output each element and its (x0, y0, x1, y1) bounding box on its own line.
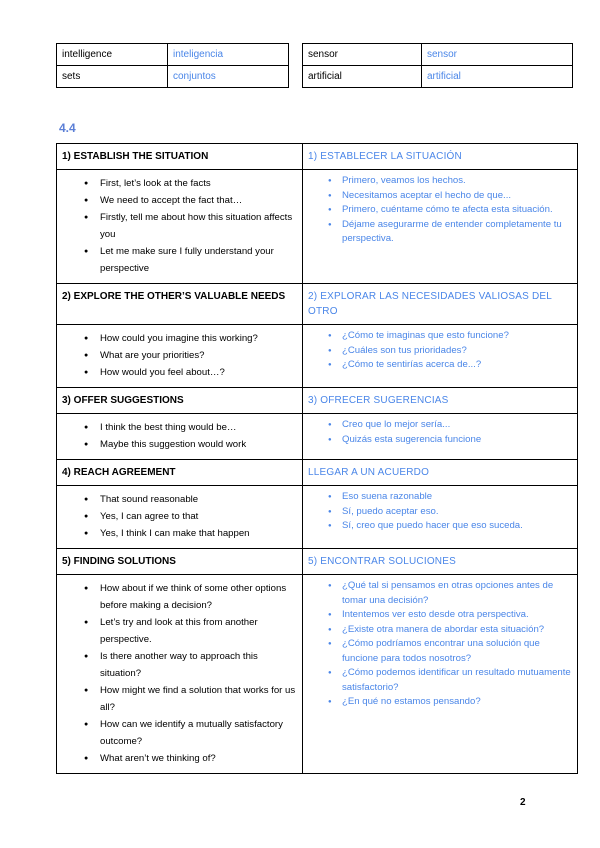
phrase-list (61, 419, 298, 453)
phrase-list (307, 329, 573, 373)
phrase-en: ● Yes, I think I can make that happen (61, 525, 298, 542)
phrase-list (307, 579, 573, 710)
page-number: 2 (520, 797, 526, 808)
phrase-list-cell (303, 325, 578, 388)
phrase-en: ● Yes, I can agree to that (61, 508, 298, 525)
phrase-en: ● How could you imagine this working? (61, 330, 298, 347)
phrase-en: ● Firstly, tell me about how this situation affects you (61, 209, 298, 243)
phrase-en: ● How might we find a solution that works for us all? (61, 682, 298, 716)
phrase-en: ● How can we identify a mutually satisfactory outcome? (61, 716, 298, 750)
step-header-row (57, 284, 578, 325)
vocab-row (303, 66, 573, 88)
step-header-row (57, 144, 578, 170)
phrase-es: ● ¿Cómo te imaginas que esto funcione? (307, 329, 573, 344)
phrase-en: ● Maybe this suggestion would work (61, 436, 298, 453)
phrase-list-cell (57, 325, 303, 388)
phrase-list (61, 491, 298, 542)
phrase-en: ● What are your priorities? (61, 347, 298, 364)
vocab-term-es: sensor (422, 44, 573, 66)
step-heading-en: 1) ESTABLISH THE SITUATION (57, 144, 303, 170)
phrase-en: ● I think the best thing would be… (61, 419, 298, 436)
phrase-list-cell (303, 575, 578, 774)
phrase-list-cell (57, 486, 303, 549)
phrase-es: ● ¿Cómo podemos identificar un resultado mutuamente satisfactorio? (307, 666, 573, 695)
step-heading-es: 3) OFRECER SUGERENCIAS (303, 388, 578, 414)
step-heading-es: LLEGAR A UN ACUERDO (303, 460, 578, 486)
phrase-en: ● We need to accept the fact that… (61, 192, 298, 209)
step-heading-en: 5) FINDING SOLUTIONS (57, 549, 303, 575)
phrase-es: ● Quizás esta sugerencia funcione (307, 433, 573, 448)
phrase-list-cell (57, 414, 303, 460)
vocab-term-es: artificial (422, 66, 573, 88)
vocab-table-right (302, 43, 573, 88)
phrases-table (56, 143, 578, 774)
phrase-list-cell (57, 170, 303, 284)
phrase-es: ● Creo que lo mejor sería... (307, 418, 573, 433)
section-number: 4.4 (59, 121, 76, 135)
phrase-en: ● First, let’s look at the facts (61, 175, 298, 192)
step-header-row (57, 388, 578, 414)
vocab-term-es: inteligencia (168, 44, 289, 66)
phrase-es: ● Necesitamos aceptar el hecho de que... (307, 189, 573, 204)
step-phrases-row (57, 414, 578, 460)
phrase-es: ● ¿Cómo podríamos encontrar una solución que funcione para todos nosotros? (307, 637, 573, 666)
phrase-es: ● Eso suena razonable (307, 490, 573, 505)
vocab-term-en: sensor (303, 44, 422, 66)
phrase-en: ● How would you feel about…? (61, 364, 298, 381)
step-header-row (57, 549, 578, 575)
phrase-list (307, 490, 573, 534)
phrase-es: ● Primero, veamos los hechos. (307, 174, 573, 189)
phrase-es: ● ¿En qué no estamos pensando? (307, 695, 573, 710)
vocab-term-es: conjuntos (168, 66, 289, 88)
phrase-es: ● Déjame asegurarme de entender completamente tu perspectiva. (307, 218, 573, 247)
step-phrases-row (57, 575, 578, 774)
step-heading-en: 2) EXPLORE THE OTHER’S VALUABLE NEEDS (57, 284, 303, 325)
vocab-row (303, 44, 573, 66)
phrase-list (61, 580, 298, 767)
phrase-list (307, 418, 573, 447)
phrase-list-cell (57, 575, 303, 774)
step-heading-es: 2) EXPLORAR LAS NECESIDADES VALIOSAS DEL OTRO (303, 284, 578, 325)
step-phrases-row (57, 170, 578, 284)
phrase-en: ● That sound reasonable (61, 491, 298, 508)
vocab-term-en: sets (57, 66, 168, 88)
phrase-es: ● Primero, cuéntame cómo te afecta esta situación. (307, 203, 573, 218)
phrase-list (61, 175, 298, 277)
step-heading-es: 5) ENCONTRAR SOLUCIONES (303, 549, 578, 575)
vocab-row (57, 44, 289, 66)
phrase-list-cell (303, 414, 578, 460)
phrase-en: ● Let me make sure I fully understand your perspective (61, 243, 298, 277)
step-heading-en: 4) REACH AGREEMENT (57, 460, 303, 486)
phrase-es: ● ¿Cuáles son tus prioridades? (307, 344, 573, 359)
phrase-es: ● ¿Qué tal si pensamos en otras opciones antes de tomar una decisión? (307, 579, 573, 608)
vocab-term-en: intelligence (57, 44, 168, 66)
vocab-table-left (56, 43, 289, 88)
phrase-list-cell (303, 486, 578, 549)
phrase-en: ● Is there another way to approach this situation? (61, 648, 298, 682)
step-header-row (57, 460, 578, 486)
phrase-es: ● Sí, puedo aceptar eso. (307, 505, 573, 520)
step-heading-es: 1) ESTABLECER LA SITUACIÓN (303, 144, 578, 170)
phrase-es: ● ¿Existe otra manera de abordar esta situación? (307, 623, 573, 638)
vocab-term-en: artificial (303, 66, 422, 88)
step-phrases-row (57, 486, 578, 549)
step-phrases-row (57, 325, 578, 388)
step-heading-en: 3) OFFER SUGGESTIONS (57, 388, 303, 414)
phrase-es: ● ¿Cómo te sentirías acerca de...? (307, 358, 573, 373)
phrase-en: ● Let’s try and look at this from another perspective. (61, 614, 298, 648)
phrase-list (61, 330, 298, 381)
phrase-en: ● What aren’t we thinking of? (61, 750, 298, 767)
phrase-es: ● Intentemos ver esto desde otra perspectiva. (307, 608, 573, 623)
phrase-list (307, 174, 573, 247)
vocab-row (57, 66, 289, 88)
phrase-es: ● Sí, creo que puedo hacer que eso suceda. (307, 519, 573, 534)
phrase-list-cell (303, 170, 578, 284)
phrase-en: ● How about if we think of some other options before making a decision? (61, 580, 298, 614)
